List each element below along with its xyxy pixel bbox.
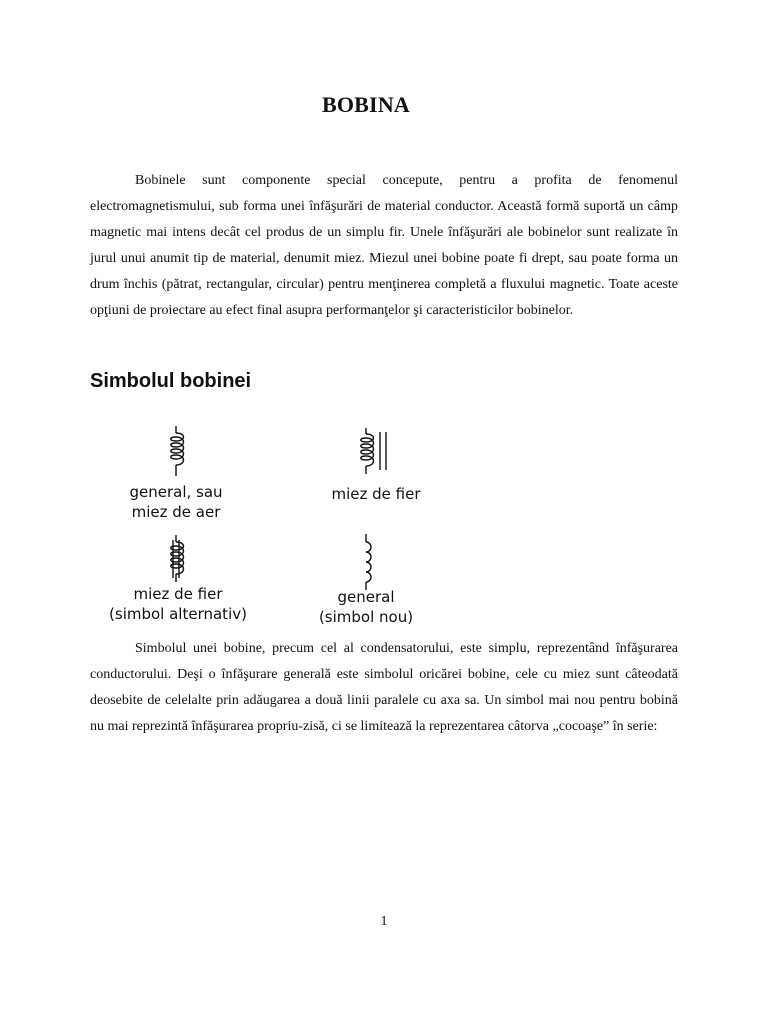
document-title: BOBINA xyxy=(322,92,410,117)
symbol-label-new xyxy=(286,587,446,627)
symbol-label-line: miez de fier xyxy=(331,485,421,503)
symbol-description-paragraph: Simbolul unei bobine, precum cel al condensatorului, este simplu, reprezentând înfăşurarea conductorului. Deşi o înfăşurare generală este simbolul oricărei bobine, cele cu miez sunt câteodată deosebite de celelalte prin adăugarea a două linii paralele cu axa sa. Un simbol mai nou pentru bobină nu mai reprezintă înfăşurarea propriu-zisă, ci se limitează la reprezentarea câtorva „cocoaşe” în serie: xyxy=(90,641,678,734)
inductor-new-symbol-icon xyxy=(366,534,371,590)
inductor-air-core-icon xyxy=(171,426,184,476)
intro-paragraph: Bobinele sunt componente special concepute, pentru a profita de fenomenul electromagnetismului, sub forma unei înfăşurări de material conductor. Această formă suportă un câmp magnetic mai intens decât cel produs de un simplu fir. Unele înfăşurări ale bobinelor sunt realizate în jurul unui anumit tip de material, denumit miez. Miezul unei bobine poate fi drept, sau poate forma un drum închis (pătrat, rectangular, circular) pentru menţinerea completă a fluxului magnetic. Toate aceste opţiuni de proiectare au efect final asupra performanţelor şi caracteristicilor bobinelor. xyxy=(90,173,678,318)
symbol-label-line: general xyxy=(337,588,395,606)
symbol-label-line: miez de aer xyxy=(131,503,221,521)
symbol-label-iron-core xyxy=(296,484,456,504)
inductor-iron-core-alt-icon xyxy=(171,535,184,582)
inductor-iron-core-icon xyxy=(361,428,386,474)
symbol-label-line: (simbol alternativ) xyxy=(109,605,247,623)
symbol-label-line: miez de fier xyxy=(133,585,223,603)
symbol-label-line: general, sau xyxy=(129,483,223,501)
symbol-label-iron-core-alt xyxy=(88,584,268,624)
symbol-label-air-core xyxy=(96,482,256,522)
section-heading: Simbolul bobinei xyxy=(90,370,252,392)
page-number: 1 xyxy=(380,914,388,929)
symbol-label-line: (simbol nou) xyxy=(318,608,414,626)
